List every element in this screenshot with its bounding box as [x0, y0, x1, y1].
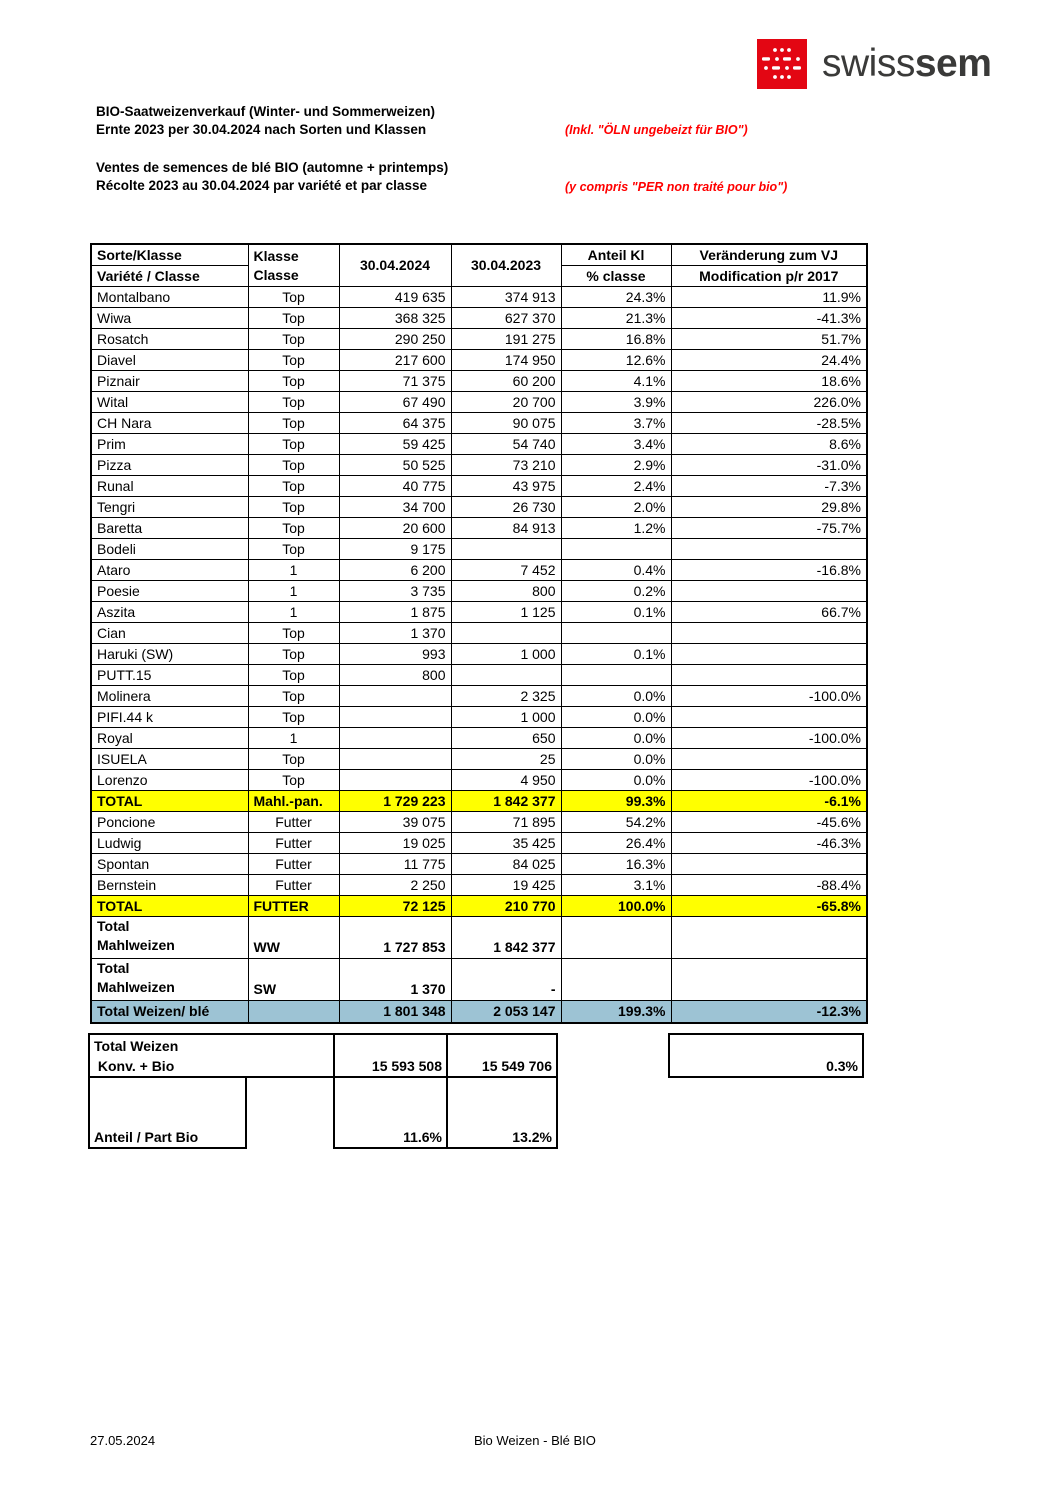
table-row — [91, 959, 867, 1001]
table-row — [91, 539, 867, 560]
variety-cell: Lorenzo — [91, 770, 248, 791]
value-2023-cell: 191 275 — [451, 329, 561, 350]
klasse-cell: Top — [248, 413, 339, 434]
variety-cell: Prim — [91, 434, 248, 455]
table-row — [91, 833, 867, 854]
anteil-cell: 2.4% — [561, 476, 671, 497]
klasse-cell: 1 — [248, 728, 339, 749]
table-row — [91, 665, 867, 686]
table-row — [91, 287, 867, 308]
anteil-cell: 0.4% — [561, 560, 671, 581]
value-2024-cell: 1 801 348 — [339, 1001, 451, 1024]
anteil-cell: 0.1% — [561, 602, 671, 623]
value-2024-cell: 9 175 — [339, 539, 451, 560]
klasse-cell: Top — [248, 497, 339, 518]
variety-cell: TOTAL — [91, 896, 248, 917]
klasse-cell: Top — [248, 623, 339, 644]
anteil-cell: 4.1% — [561, 371, 671, 392]
table-row — [91, 434, 867, 455]
change-cell — [671, 917, 867, 959]
value-2023-cell: 84 913 — [451, 518, 561, 539]
table-body — [91, 287, 867, 1024]
klasse-cell: Top — [248, 371, 339, 392]
klasse-cell: Futter — [248, 833, 339, 854]
summary-share-2024-cell — [333, 1076, 448, 1149]
klasse-cell: Top — [248, 350, 339, 371]
value-2023-cell: 2 053 147 — [451, 1001, 561, 1024]
variety-cell: TOTAL — [91, 791, 248, 812]
col-header-sorte: Sorte/Klasse — [91, 244, 248, 266]
variety-cell: Rosatch — [91, 329, 248, 350]
value-2023-cell: 800 — [451, 581, 561, 602]
klasse-cell: Top — [248, 749, 339, 770]
value-2023-cell: - — [451, 959, 561, 1001]
anteil-cell: 54.2% — [561, 812, 671, 833]
value-2024-cell: 800 — [339, 665, 451, 686]
table-row — [91, 518, 867, 539]
value-2023-cell: 84 025 — [451, 854, 561, 875]
table-row — [91, 707, 867, 728]
value-2024-cell: 72 125 — [339, 896, 451, 917]
change-cell: 66.7% — [671, 602, 867, 623]
variety-cell: Haruki (SW) — [91, 644, 248, 665]
value-2024-cell: 1 727 853 — [339, 917, 451, 959]
table-row — [91, 896, 867, 917]
anteil-cell — [561, 665, 671, 686]
anteil-cell: 199.3% — [561, 1001, 671, 1024]
col-header-klasse-de: Klasse — [253, 247, 299, 264]
change-cell — [671, 665, 867, 686]
variety-cell: Piznair — [91, 371, 248, 392]
anteil-cell: 12.6% — [561, 350, 671, 371]
klasse-cell: Top — [248, 434, 339, 455]
variety-cell: CH Nara — [91, 413, 248, 434]
klasse-cell: Top — [248, 665, 339, 686]
table-row — [91, 392, 867, 413]
change-cell — [671, 644, 867, 665]
table-row — [91, 371, 867, 392]
variety-cell: Bernstein — [91, 875, 248, 896]
value-2024-cell: 71 375 — [339, 371, 451, 392]
variety-cell: ISUELA — [91, 749, 248, 770]
anteil-cell — [561, 539, 671, 560]
value-2024-cell: 1 370 — [339, 959, 451, 1001]
variety-cell: Wital — [91, 392, 248, 413]
klasse-cell: Top — [248, 329, 339, 350]
table-row — [91, 581, 867, 602]
anteil-cell: 16.3% — [561, 854, 671, 875]
value-2023-cell: 26 730 — [451, 497, 561, 518]
value-2023-cell: 1 842 377 — [451, 791, 561, 812]
col-header-modification: Modification p/r 2017 — [671, 266, 867, 287]
anteil-cell: 100.0% — [561, 896, 671, 917]
value-2024-cell: 59 425 — [339, 434, 451, 455]
footer-date: 27.05.2024 — [90, 1433, 156, 1448]
summary-anteil-bio-label: Anteil / Part Bio — [94, 1129, 199, 1145]
value-2024-cell: 993 — [339, 644, 451, 665]
change-cell: 11.9% — [671, 287, 867, 308]
variety-cell: Total Mahlweizen — [91, 917, 248, 959]
value-2023-cell: 1 000 — [451, 644, 561, 665]
variety-cell: Bodeli — [91, 539, 248, 560]
summary-value-2023: 15 549 706 — [481, 1058, 552, 1074]
value-2024-cell: 64 375 — [339, 413, 451, 434]
klasse-cell: Top — [248, 392, 339, 413]
klasse-cell: Top — [248, 455, 339, 476]
note-de: (Inkl. "ÖLN ungebeizt für BIO") — [565, 123, 748, 137]
title-fr-line1: Ventes de semences de blé BIO (automne + printemps) — [96, 160, 449, 175]
col-header-2024: 30.04.2024 — [339, 244, 451, 287]
anteil-cell: 1.2% — [561, 518, 671, 539]
summary-value-2024: 15 593 508 — [371, 1058, 442, 1074]
variety-cell: Molinera — [91, 686, 248, 707]
value-2023-cell: 210 770 — [451, 896, 561, 917]
table-row — [91, 749, 867, 770]
klasse-cell: Top — [248, 539, 339, 560]
change-cell: -7.3% — [671, 476, 867, 497]
value-2024-cell: 20 600 — [339, 518, 451, 539]
table-row — [91, 560, 867, 581]
anteil-cell: 2.0% — [561, 497, 671, 518]
value-2024-cell: 34 700 — [339, 497, 451, 518]
klasse-cell: Top — [248, 518, 339, 539]
anteil-cell — [561, 623, 671, 644]
variety-cell: PIFI.44 k — [91, 707, 248, 728]
value-2024-cell: 1 729 223 — [339, 791, 451, 812]
value-2024-cell: 3 735 — [339, 581, 451, 602]
value-2024-cell: 67 490 — [339, 392, 451, 413]
change-cell: -28.5% — [671, 413, 867, 434]
value-2023-cell: 43 975 — [451, 476, 561, 497]
value-2024-cell: 419 635 — [339, 287, 451, 308]
table-row — [91, 497, 867, 518]
change-cell — [671, 623, 867, 644]
summary-share-2024: 11.6% — [403, 1129, 442, 1145]
variety-cell: Ataro — [91, 560, 248, 581]
summary-total-weizen-line1: Total Weizen — [94, 1038, 179, 1054]
variety-cell: Wiwa — [91, 308, 248, 329]
klasse-cell: Futter — [248, 875, 339, 896]
change-cell: -100.0% — [671, 770, 867, 791]
table-row — [91, 455, 867, 476]
value-2023-cell: 73 210 — [451, 455, 561, 476]
change-cell — [671, 707, 867, 728]
klasse-cell: Futter — [248, 812, 339, 833]
value-2023-cell: 650 — [451, 728, 561, 749]
value-2023-cell: 1 000 — [451, 707, 561, 728]
anteil-cell: 0.0% — [561, 770, 671, 791]
table-row — [91, 917, 867, 959]
summary-value-2024-cell — [333, 1033, 448, 1078]
variety-cell: Total Mahlweizen — [91, 959, 248, 1001]
change-cell: 226.0% — [671, 392, 867, 413]
anteil-cell: 16.8% — [561, 329, 671, 350]
klasse-cell: Top — [248, 770, 339, 791]
value-2023-cell: 54 740 — [451, 434, 561, 455]
anteil-cell: 21.3% — [561, 308, 671, 329]
variety-cell: Royal — [91, 728, 248, 749]
col-header-klasse — [248, 244, 339, 287]
change-cell: 8.6% — [671, 434, 867, 455]
value-2024-cell: 1 370 — [339, 623, 451, 644]
table-row — [91, 875, 867, 896]
variety-cell: Runal — [91, 476, 248, 497]
value-2023-cell: 19 425 — [451, 875, 561, 896]
anteil-cell: 3.7% — [561, 413, 671, 434]
value-2023-cell: 374 913 — [451, 287, 561, 308]
change-cell — [671, 854, 867, 875]
klasse-cell — [248, 1001, 339, 1024]
col-header-pct-classe: % classe — [561, 266, 671, 287]
value-2023-cell: 25 — [451, 749, 561, 770]
value-2023-cell: 90 075 — [451, 413, 561, 434]
klasse-cell: 1 — [248, 581, 339, 602]
variety-cell: Cian — [91, 623, 248, 644]
klasse-cell: Top — [248, 476, 339, 497]
value-2023-cell: 174 950 — [451, 350, 561, 371]
change-cell: -31.0% — [671, 455, 867, 476]
change-cell: -88.4% — [671, 875, 867, 896]
table-row — [91, 644, 867, 665]
change-cell: -16.8% — [671, 560, 867, 581]
klasse-cell: Top — [248, 707, 339, 728]
value-2024-cell: 217 600 — [339, 350, 451, 371]
value-2024-cell: 6 200 — [339, 560, 451, 581]
change-cell: 18.6% — [671, 371, 867, 392]
summary-total-weizen-box — [88, 1033, 335, 1078]
value-2024-cell: 39 075 — [339, 812, 451, 833]
table-row — [91, 308, 867, 329]
value-2024-cell: 50 525 — [339, 455, 451, 476]
anteil-cell: 99.3% — [561, 791, 671, 812]
anteil-cell — [561, 959, 671, 1001]
anteil-cell: 3.9% — [561, 392, 671, 413]
value-2024-cell — [339, 707, 451, 728]
col-header-klasse-fr: Classe — [253, 266, 299, 283]
table-row — [91, 602, 867, 623]
header-row-1 — [91, 244, 867, 266]
value-2023-cell — [451, 665, 561, 686]
table-row — [91, 686, 867, 707]
logo-dots-icon — [757, 39, 807, 89]
change-cell: -45.6% — [671, 812, 867, 833]
anteil-cell: 0.0% — [561, 686, 671, 707]
summary-share-2023-cell — [446, 1076, 558, 1149]
title-de-line2: Ernte 2023 per 30.04.2024 nach Sorten und Klassen — [96, 122, 427, 137]
change-cell: -100.0% — [671, 686, 867, 707]
table-row — [91, 476, 867, 497]
variety-cell: Total Weizen/ blé — [91, 1001, 248, 1024]
klasse-cell: FUTTER — [248, 896, 339, 917]
value-2023-cell: 35 425 — [451, 833, 561, 854]
anteil-cell: 2.9% — [561, 455, 671, 476]
swisssem-logo-mark — [757, 39, 807, 89]
klasse-cell: Top — [248, 686, 339, 707]
table-row — [91, 413, 867, 434]
anteil-cell: 3.1% — [561, 875, 671, 896]
value-2024-cell: 368 325 — [339, 308, 451, 329]
summary-value-2023-cell — [446, 1033, 558, 1078]
table-row — [91, 728, 867, 749]
note-fr: (y compris "PER non traité pour bio") — [565, 180, 788, 194]
change-cell — [671, 959, 867, 1001]
value-2024-cell — [339, 770, 451, 791]
change-cell: -65.8% — [671, 896, 867, 917]
value-2024-cell: 40 775 — [339, 476, 451, 497]
table-row — [91, 329, 867, 350]
footer-title: Bio Weizen - Blé BIO — [474, 1433, 596, 1448]
table-row — [91, 812, 867, 833]
value-2024-cell: 290 250 — [339, 329, 451, 350]
variety-cell: Aszita — [91, 602, 248, 623]
change-cell — [671, 539, 867, 560]
title-fr-line2: Récolte 2023 au 30.04.2024 par variété et par classe — [96, 178, 427, 193]
summary-total-weizen-line2: Konv. + Bio — [94, 1058, 175, 1074]
klasse-cell: Mahl.-pan. — [248, 791, 339, 812]
variety-cell: PUTT.15 — [91, 665, 248, 686]
anteil-cell: 26.4% — [561, 833, 671, 854]
change-cell: -41.3% — [671, 308, 867, 329]
value-2023-cell: 60 200 — [451, 371, 561, 392]
value-2023-cell — [451, 539, 561, 560]
change-cell: -12.3% — [671, 1001, 867, 1024]
table-row — [91, 854, 867, 875]
anteil-cell: 0.0% — [561, 728, 671, 749]
anteil-cell: 0.2% — [561, 581, 671, 602]
value-2024-cell: 2 250 — [339, 875, 451, 896]
klasse-cell: WW — [248, 917, 339, 959]
table-row — [91, 791, 867, 812]
value-2023-cell: 7 452 — [451, 560, 561, 581]
value-2023-cell: 20 700 — [451, 392, 561, 413]
table-head — [91, 244, 867, 287]
anteil-cell: 3.4% — [561, 434, 671, 455]
value-2024-cell — [339, 728, 451, 749]
value-2023-cell: 4 950 — [451, 770, 561, 791]
value-2024-cell: 11 775 — [339, 854, 451, 875]
table-row — [91, 1001, 867, 1024]
klasse-cell: SW — [248, 959, 339, 1001]
variety-cell: Diavel — [91, 350, 248, 371]
col-header-anteil: Anteil Kl — [561, 244, 671, 266]
value-2023-cell — [451, 623, 561, 644]
anteil-cell: 0.1% — [561, 644, 671, 665]
value-2023-cell: 627 370 — [451, 308, 561, 329]
summary-share-2023: 13.2% — [512, 1129, 552, 1145]
variety-cell: Poesie — [91, 581, 248, 602]
value-2023-cell: 71 895 — [451, 812, 561, 833]
table-row — [91, 623, 867, 644]
anteil-cell: 24.3% — [561, 287, 671, 308]
variety-cell: Ludwig — [91, 833, 248, 854]
change-cell: -46.3% — [671, 833, 867, 854]
variety-cell: Baretta — [91, 518, 248, 539]
title-de-line1: BIO-Saatweizenverkauf (Winter- und Sommerweizen) — [96, 104, 435, 119]
variety-cell: Montalbano — [91, 287, 248, 308]
klasse-cell: 1 — [248, 602, 339, 623]
brand-normal: swiss — [822, 42, 915, 85]
col-header-change: Veränderung zum VJ — [671, 244, 867, 266]
klasse-cell: Top — [248, 287, 339, 308]
anteil-cell: 0.0% — [561, 749, 671, 770]
klasse-cell: Top — [248, 644, 339, 665]
brand-bold: sem — [914, 42, 992, 85]
change-cell: -6.1% — [671, 791, 867, 812]
variety-cell: Pizza — [91, 455, 248, 476]
value-2024-cell: 19 025 — [339, 833, 451, 854]
variety-cell: Spontan — [91, 854, 248, 875]
change-cell: -100.0% — [671, 728, 867, 749]
change-cell — [671, 749, 867, 770]
sales-table — [90, 243, 868, 1024]
anteil-cell — [561, 917, 671, 959]
summary-change-cell — [668, 1033, 864, 1078]
change-cell: 29.8% — [671, 497, 867, 518]
klasse-cell: Futter — [248, 854, 339, 875]
anteil-cell: 0.0% — [561, 707, 671, 728]
value-2024-cell — [339, 749, 451, 770]
change-cell — [671, 581, 867, 602]
variety-cell: Poncione — [91, 812, 248, 833]
change-cell: -75.7% — [671, 518, 867, 539]
swisssem-wordmark — [822, 40, 991, 88]
change-cell: 24.4% — [671, 350, 867, 371]
col-header-2023: 30.04.2023 — [451, 244, 561, 287]
value-2023-cell: 1 842 377 — [451, 917, 561, 959]
summary-anteil-bio-box — [88, 1076, 247, 1149]
value-2023-cell: 2 325 — [451, 686, 561, 707]
variety-cell: Tengri — [91, 497, 248, 518]
klasse-cell: 1 — [248, 560, 339, 581]
change-cell: 51.7% — [671, 329, 867, 350]
value-2023-cell: 1 125 — [451, 602, 561, 623]
summary-change-value: 0.3% — [826, 1058, 858, 1074]
table-row — [91, 350, 867, 371]
value-2024-cell: 1 875 — [339, 602, 451, 623]
col-header-variete: Variété / Classe — [91, 266, 248, 287]
table-row — [91, 770, 867, 791]
klasse-cell: Top — [248, 308, 339, 329]
value-2024-cell — [339, 686, 451, 707]
